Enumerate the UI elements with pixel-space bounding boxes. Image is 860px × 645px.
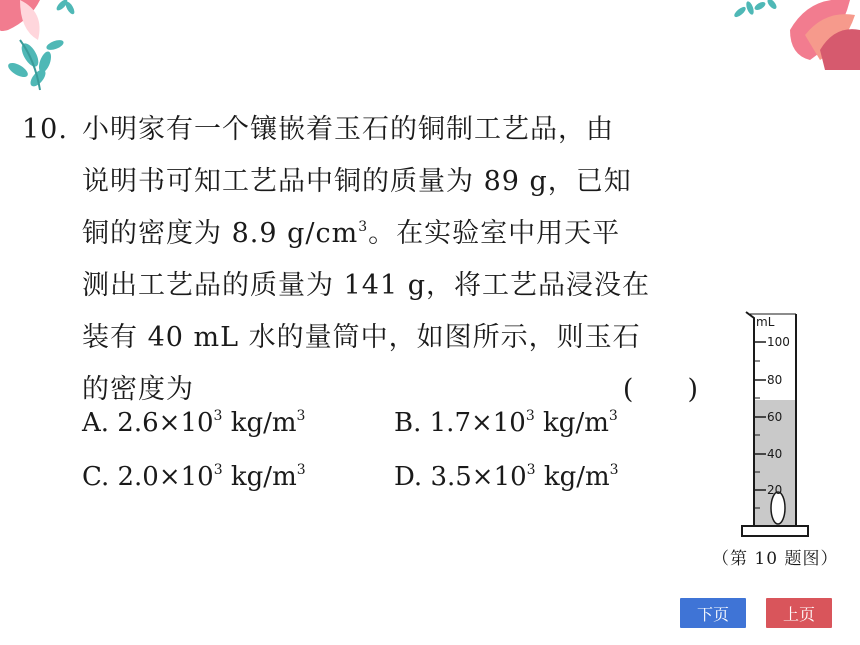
- option-d[interactable]: D. $3.5\times 10^3$ $kg/m^3$: [394, 462, 619, 492]
- answer-options: [82, 396, 619, 504]
- cylinder-unit-label: mL: [756, 315, 775, 329]
- superscript: 3: [358, 219, 369, 235]
- question-number: 10.: [22, 114, 68, 145]
- question-text: 小明家有一个镶嵌着玉石的铜制工艺品，由: [82, 114, 614, 145]
- question-text: 装有 40 mL 水的量筒中，如图所示，则玉石: [82, 322, 641, 353]
- tick-label: 40: [767, 447, 783, 461]
- question-line-1: [22, 104, 702, 156]
- answer-blank: ( ): [622, 374, 698, 405]
- question-line-2: [22, 156, 702, 208]
- corner-decoration-right: [730, 0, 860, 70]
- question-line-4: [22, 260, 702, 312]
- options-row-2: [82, 450, 619, 504]
- question-text: 。在实验室中用天平: [368, 218, 621, 249]
- option-c[interactable]: C. $2.0\times 10^3$ $kg/m^3$: [82, 462, 306, 492]
- tick-label: 80: [767, 373, 783, 387]
- question-text: 测出工艺品的质量为 141 g，将工艺品浸没在: [82, 270, 650, 301]
- next-page-button[interactable]: 下页: [680, 598, 746, 628]
- tick-label: 60: [767, 410, 783, 424]
- figure-caption: （第 10 题图）: [712, 549, 839, 569]
- question-text: 说明书可知工艺品中铜的质量为 89 g，已知: [82, 166, 632, 197]
- question-line-3: [22, 208, 702, 260]
- tick-label: 20: [767, 483, 783, 497]
- options-row-1: [82, 396, 619, 450]
- option-a[interactable]: A. $2.6\times 10^3$ $kg/m^3$: [82, 408, 306, 438]
- tick-label: 100: [767, 335, 790, 349]
- question-block: [22, 104, 702, 416]
- question-text: 铜的密度为 8.9 g/cm: [82, 218, 359, 249]
- graduated-cylinder-figure: [740, 306, 810, 546]
- question-text: 的密度为: [82, 374, 194, 405]
- previous-page-button[interactable]: 上页: [766, 598, 832, 628]
- question-line-5: [22, 312, 702, 364]
- corner-decoration-left: [0, 0, 110, 95]
- option-b[interactable]: B. $1.7\times 10^3$ $kg/m^3$: [394, 408, 618, 438]
